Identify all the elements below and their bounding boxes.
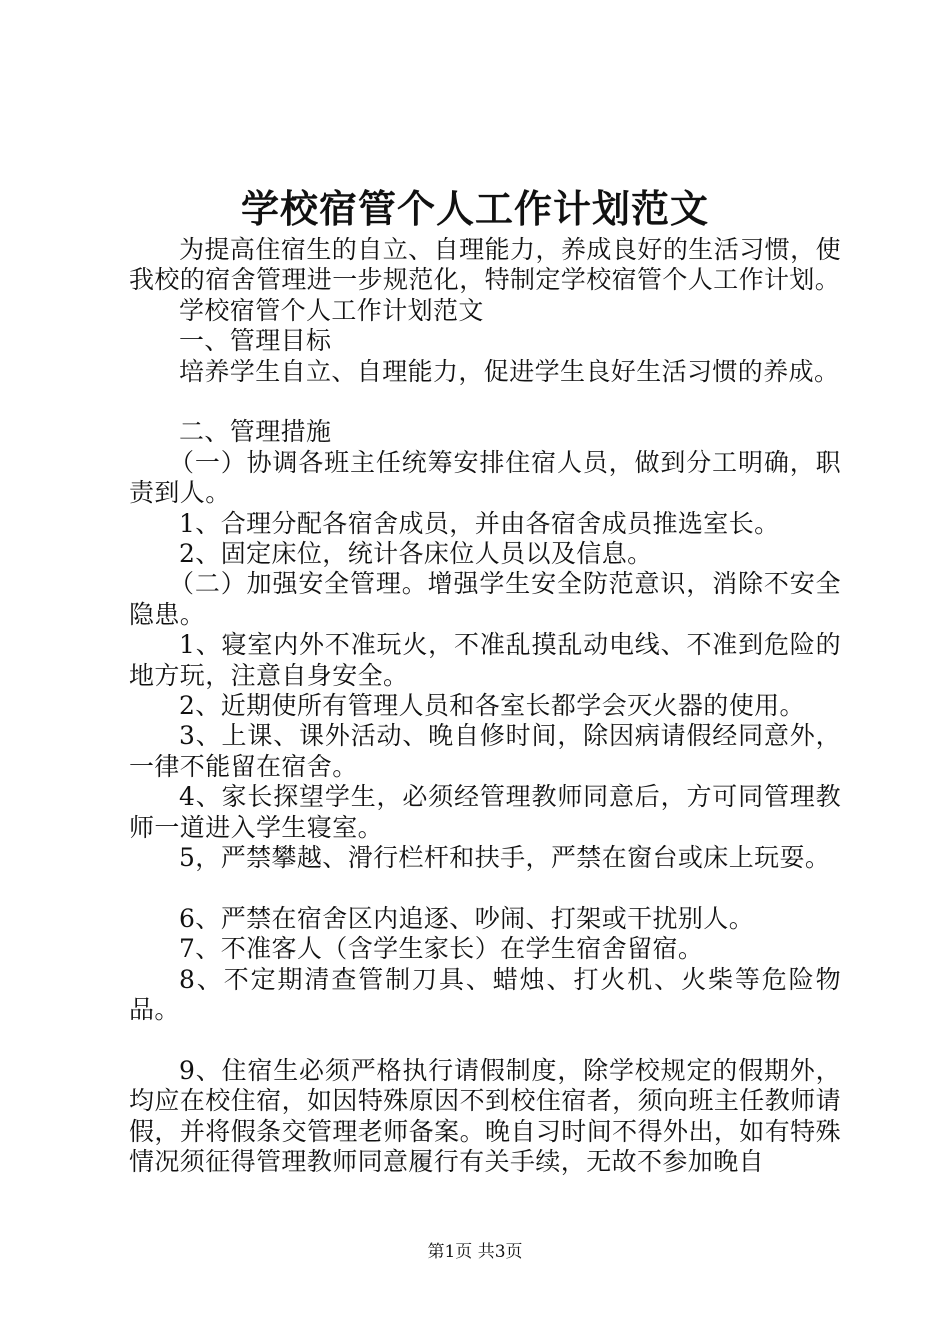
paragraph-measure-2-item-8: 8、不定期清查管制刀具、蜡烛、打火机、火柴等危险物品。 (129, 964, 841, 1025)
paragraph-measure-1-item-1: 1、合理分配各宿舍成员，并由各宿舍成员推选室长。 (179, 508, 780, 538)
paragraph-measure-1-item-2: 2、固定床位，统计各床位人员以及信息。 (179, 539, 653, 569)
document-body (129, 235, 841, 1178)
paragraph-measure-2-item-7: 7、不准客人（含学生家长）在学生宿舍留宿。 (179, 934, 704, 964)
section-heading-goals: 一、管理目标 (179, 326, 332, 356)
paragraph-measure-2-item-2: 2、近期使所有管理人员和各室长都学会灭火器的使用。 (179, 691, 805, 721)
paragraph-measure-2-item-1: 1、寝室内外不准玩火，不准乱摸乱动电线、不准到危险的地方玩，注意自身安全。 (129, 630, 841, 690)
paragraph-measure-2: （二）加强安全管理。增强学生安全防范意识，消除不安全隐患。 (129, 569, 841, 629)
page-footer: 第1页 共3页 (427, 1242, 523, 1262)
paragraph-subtitle: 学校宿管个人工作计划范文 (179, 295, 484, 325)
paragraph-measure-1: （一）协调各班主任统筹安排住宿人员，做到分工明确，职责到人。 (129, 447, 841, 508)
paragraph-measure-2-item-4: 4、家长探望学生，必须经管理教师同意后，方可同管理教师一道进入学生寝室。 (129, 782, 841, 842)
paragraph-measure-2-item-5: 5，严禁攀越、滑行栏杆和扶手，严禁在窗台或床上玩耍。 (179, 843, 831, 873)
paragraph-measure-2-item-9: 9、住宿生必须严格执行请假制度，除学校规定的假期外，均应在校住宿，如因特殊原因不到校住宿者，须向班主任教师请假，并将假条交管理老师备案。晚自习时间不得外出，如有特殊情况须征得管理教师同意履行有关手续，无故不参加晚自 (129, 1055, 841, 1177)
document-title: 学校宿管个人工作计划范文 (240, 186, 709, 231)
paragraph-measure-2-item-3: 3、上课、课外活动、晚自修时间，除因病请假经同意外，一律不能留在宿舍。 (129, 721, 841, 781)
intro-paragraph: 为提高住宿生的自立、自理能力，养成良好的生活习惯，使我校的宿舍管理进一步规范化，特制定学校宿管个人工作计划。 (129, 235, 841, 295)
section-heading-measures: 二、管理措施 (179, 417, 332, 447)
paragraph-goal: 培养学生自立、自理能力，促进学生良好生活习惯的养成。 (179, 356, 840, 386)
paragraph-measure-2-item-6: 6、严禁在宿舍区内追逐、吵闹、打架或干扰别人。 (179, 903, 755, 933)
